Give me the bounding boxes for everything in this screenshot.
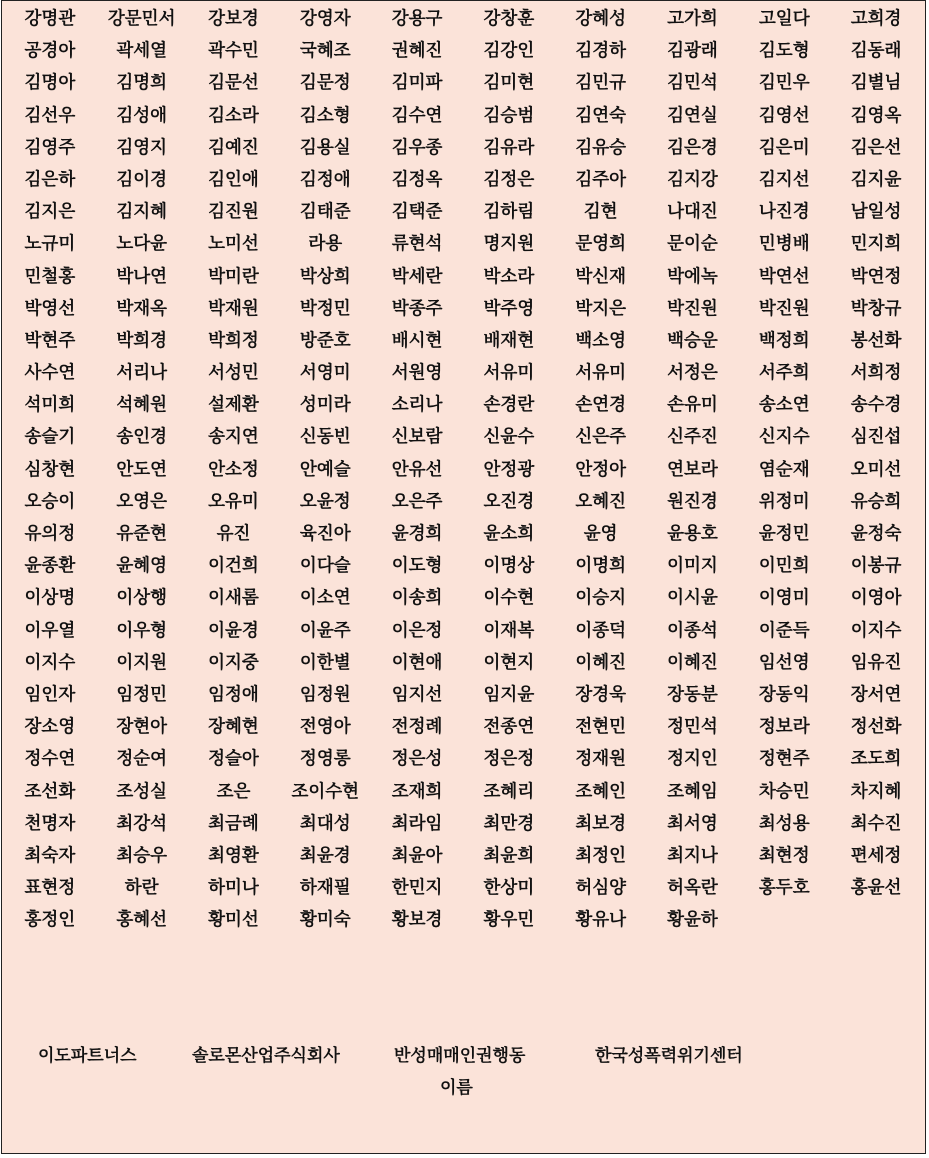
- name-cell: 김예진: [208, 137, 259, 158]
- name-cell: 김승범: [483, 105, 535, 126]
- sponsor-name: 한국성폭력위기센터: [595, 1046, 743, 1066]
- name-cell: 김영선: [758, 105, 810, 126]
- name-cell: 안정아: [575, 459, 627, 480]
- name-cell: 김태준: [299, 202, 351, 223]
- name-cell: 전영아: [299, 717, 351, 738]
- name-cell: 윤소희: [483, 524, 535, 544]
- name-cell: 백소영: [575, 330, 627, 351]
- name-cell: 조혜리: [483, 781, 535, 802]
- name-cell: 박지은: [575, 298, 627, 319]
- name-cell: 정보라: [758, 717, 810, 738]
- name-cell: 김은경: [667, 137, 718, 158]
- name-cell: 조재희: [391, 781, 443, 802]
- name-cell: 정슬아: [208, 749, 259, 770]
- name-cell: 김지은: [24, 202, 76, 223]
- name-cell: 박영선: [24, 298, 76, 319]
- name-cell: 박상희: [299, 266, 351, 287]
- name-cell: 유진: [216, 524, 251, 544]
- name-cell: 최영환: [208, 845, 259, 866]
- name-cell: 최정인: [575, 845, 627, 866]
- name-cell: 신지수: [758, 427, 810, 448]
- name-cell: 김인애: [208, 169, 259, 190]
- sponsor-name: 이도파트너스: [38, 1046, 137, 1066]
- name-cell: 서주희: [758, 363, 810, 384]
- name-cell: 조혜인: [575, 781, 627, 802]
- name-cell: 노미선: [208, 234, 259, 255]
- name-cell: 오은주: [391, 491, 443, 512]
- name-cell: 김미파: [391, 73, 443, 94]
- name-cell: 박세란: [391, 266, 443, 287]
- name-cell: 김은선: [850, 137, 902, 158]
- name-cell: 김광래: [667, 41, 718, 62]
- sponsor-name: 솔로몬산업주식회사: [192, 1046, 340, 1066]
- name-cell: 강창훈: [483, 9, 535, 29]
- name-cell: 이지원: [116, 652, 168, 673]
- name-cell: 석미희: [24, 395, 76, 416]
- name-cell: 정지인: [667, 749, 718, 770]
- name-cell: 국혜조: [299, 41, 351, 62]
- name-cell: 최지나: [667, 845, 718, 866]
- name-cell: 오윤정: [299, 491, 351, 512]
- name-cell: 이현애: [391, 652, 443, 673]
- name-list-panel: [1, 0, 926, 1154]
- name-cell: 김용실: [299, 137, 351, 158]
- name-cell: 이종석: [667, 620, 718, 641]
- name-cell: 김소형: [299, 105, 351, 126]
- name-cell: 표현정: [24, 878, 76, 899]
- name-cell: 오유미: [208, 491, 259, 512]
- name-cell: 김은미: [758, 137, 810, 158]
- name-cell: 김민우: [758, 73, 810, 94]
- name-cell: 최숙자: [24, 845, 76, 866]
- name-cell: 임정애: [208, 684, 259, 705]
- name-cell: 박희정: [208, 330, 259, 351]
- name-cell: 류현석: [391, 234, 443, 255]
- name-cell: 이미지: [667, 556, 718, 577]
- name-cell: 정재원: [575, 749, 627, 770]
- name-cell: 허심양: [575, 878, 627, 899]
- name-cell: 최수진: [850, 813, 902, 834]
- name-cell: 오승이: [24, 491, 76, 512]
- name-cell: 이명희: [575, 556, 627, 577]
- name-cell: 라용: [308, 234, 343, 255]
- name-cell: 홍혜선: [116, 910, 168, 931]
- name-cell: 박종주: [391, 298, 443, 319]
- name-cell: 장소영: [24, 717, 76, 738]
- sponsor-name-continued: 이름: [440, 1078, 473, 1098]
- name-cell: 이영미: [758, 588, 810, 609]
- name-cell: 황보경: [391, 910, 443, 931]
- name-cell: 박정민: [299, 298, 351, 319]
- name-cell: 정선화: [850, 717, 902, 738]
- name-cell: 이민희: [758, 556, 810, 577]
- name-cell: 곽수민: [208, 41, 259, 62]
- name-cell: 박연정: [850, 266, 902, 287]
- name-cell: 최보경: [575, 813, 627, 834]
- name-cell: 신주진: [667, 427, 718, 448]
- name-cell: 김지강: [667, 169, 718, 190]
- name-cell: 김진원: [208, 202, 259, 223]
- name-cell: 김지선: [758, 169, 810, 190]
- name-cell: 이영아: [850, 588, 902, 609]
- name-cell: 이다슬: [299, 556, 351, 577]
- name-cell: 홍윤선: [850, 878, 902, 899]
- name-cell: 이상행: [116, 588, 168, 609]
- name-cell: 최성용: [758, 813, 810, 834]
- name-cell: 장동익: [758, 684, 810, 705]
- name-cell: 서원영: [391, 363, 443, 384]
- name-cell: 조성실: [116, 781, 168, 802]
- name-cell: 최금례: [208, 813, 259, 834]
- name-cell: 유준현: [116, 524, 168, 544]
- name-cell: 김별님: [850, 73, 902, 94]
- name-cell: 김하림: [483, 202, 535, 223]
- name-cell: 이봉규: [850, 556, 902, 577]
- name-cell: 이혜진: [667, 652, 718, 673]
- name-cell: 고가희: [667, 9, 718, 29]
- name-cell: 전현민: [575, 717, 627, 738]
- name-cell: 문영희: [575, 234, 627, 255]
- name-cell: 허옥란: [667, 878, 718, 899]
- name-cell: 김정옥: [391, 169, 443, 190]
- name-cell: 강보경: [208, 9, 259, 29]
- name-cell: 김문선: [208, 73, 259, 94]
- name-cell: 배시현: [391, 330, 443, 351]
- name-cell: 황유나: [575, 910, 627, 931]
- name-cell: 홍두호: [758, 878, 810, 899]
- name-cell: 이은정: [391, 620, 443, 641]
- sponsor-name: 반성매매인권행동: [394, 1046, 526, 1066]
- name-cell: 전종연: [483, 717, 535, 738]
- name-cell: 편세정: [850, 845, 902, 866]
- name-cell: 나진경: [758, 202, 810, 223]
- name-cell: 정순여: [116, 749, 168, 770]
- name-cell: 정은정: [483, 749, 535, 770]
- name-cell: 오미선: [850, 459, 902, 480]
- name-cell: 윤용호: [667, 524, 718, 544]
- name-cell: 조선화: [24, 781, 76, 802]
- name-cell: 김이경: [116, 169, 168, 190]
- name-cell: 송슬기: [24, 427, 76, 448]
- name-cell: 박소라: [483, 266, 535, 287]
- name-cell: 이시윤: [667, 588, 718, 609]
- name-cell: 남일성: [850, 202, 902, 223]
- name-cell: 곽세열: [116, 41, 168, 62]
- name-cell: 노규미: [24, 234, 76, 255]
- name-cell: 배재현: [483, 330, 535, 351]
- name-cell: 최서영: [667, 813, 718, 834]
- name-cell: 이명상: [483, 556, 535, 577]
- name-cell: 윤정숙: [850, 524, 902, 544]
- name-cell: 장서연: [850, 684, 902, 705]
- name-grid: [4, 3, 922, 936]
- name-cell: 임정민: [116, 684, 168, 705]
- name-cell: 박에녹: [667, 266, 718, 287]
- name-cell: 임선영: [758, 652, 810, 673]
- name-cell: 한민지: [391, 878, 443, 899]
- sponsor-row: [2, 1036, 927, 1098]
- name-cell: 오영은: [116, 491, 168, 512]
- name-cell: 손경란: [483, 395, 535, 416]
- name-cell: 안예슬: [299, 459, 351, 480]
- name-cell: 신동빈: [299, 427, 351, 448]
- name-cell: 이지수: [24, 652, 76, 673]
- name-cell: 이윤경: [208, 620, 259, 641]
- name-cell: 김연숙: [575, 105, 627, 126]
- name-cell: 김문정: [299, 73, 351, 94]
- name-cell: 연보라: [667, 459, 718, 480]
- name-cell: 김경하: [575, 41, 627, 62]
- name-cell: 오혜진: [575, 491, 627, 512]
- name-cell: 민병배: [758, 234, 810, 255]
- name-cell: 김우종: [391, 137, 443, 158]
- name-cell: 정민석: [667, 717, 718, 738]
- name-cell: 이한별: [299, 652, 351, 673]
- name-cell: 서유미: [575, 363, 627, 384]
- name-cell: 안도연: [116, 459, 168, 480]
- name-cell: 최윤경: [299, 845, 351, 866]
- name-cell: 박연선: [758, 266, 810, 287]
- name-cell: 김유라: [483, 137, 535, 158]
- name-cell: 박재원: [208, 298, 259, 319]
- name-cell: 이우열: [24, 620, 76, 641]
- name-cell: 성미라: [299, 395, 351, 416]
- name-cell: 소리나: [391, 395, 443, 416]
- name-cell: 김정은: [483, 169, 535, 190]
- name-cell: 노다윤: [116, 234, 168, 255]
- name-cell: 김택준: [391, 202, 443, 223]
- name-cell: 박진원: [758, 298, 810, 319]
- name-cell: 김은하: [24, 169, 76, 190]
- name-cell: 강명관: [24, 9, 76, 29]
- name-cell: 강문민서: [107, 9, 176, 29]
- name-cell: 하란: [124, 878, 159, 899]
- name-cell: 안소정: [208, 459, 259, 480]
- name-cell: 방준호: [299, 330, 351, 351]
- name-cell: 최윤희: [483, 845, 535, 866]
- name-cell: 이도형: [391, 556, 443, 577]
- name-cell: 하미나: [208, 878, 259, 899]
- name-cell: 김현: [583, 202, 618, 223]
- name-cell: 임정원: [299, 684, 351, 705]
- name-cell: 박주영: [483, 298, 535, 319]
- name-cell: 염순재: [758, 459, 810, 480]
- name-cell: 조이수현: [291, 781, 360, 802]
- name-cell: 임지윤: [483, 684, 535, 705]
- name-cell: 홍정인: [24, 910, 76, 931]
- name-cell: 박희경: [116, 330, 168, 351]
- name-cell: 서영미: [299, 363, 351, 384]
- name-cell: 송소연: [758, 395, 810, 416]
- name-cell: 장동분: [667, 684, 718, 705]
- name-cell: 김명희: [116, 73, 168, 94]
- name-cell: 석혜원: [116, 395, 168, 416]
- name-cell: 박신재: [575, 266, 627, 287]
- name-cell: 최강석: [116, 813, 168, 834]
- name-cell: 서유미: [483, 363, 535, 384]
- name-cell: 최대성: [299, 813, 351, 834]
- name-cell: 사수연: [24, 363, 76, 384]
- name-cell: 정현주: [758, 749, 810, 770]
- name-cell: 명지원: [483, 234, 535, 255]
- name-cell: 김연실: [667, 105, 718, 126]
- name-cell: 차지혜: [850, 781, 902, 802]
- name-cell: 이현지: [483, 652, 535, 673]
- name-cell: 윤종환: [24, 556, 76, 577]
- name-cell: 윤영: [583, 524, 618, 544]
- name-cell: 김영옥: [850, 105, 902, 126]
- name-cell: 유승희: [850, 491, 902, 512]
- name-cell: 박나연: [116, 266, 168, 287]
- name-cell: 천명자: [24, 813, 76, 834]
- name-cell: 조도희: [850, 749, 902, 770]
- name-cell: 오진경: [483, 491, 535, 512]
- name-cell: 서리나: [116, 363, 168, 384]
- name-cell: 문이순: [667, 234, 718, 255]
- name-cell: 황미숙: [299, 910, 351, 931]
- name-cell: 김강인: [483, 41, 535, 62]
- name-cell: 이윤주: [299, 620, 351, 641]
- name-cell: 전정례: [391, 717, 443, 738]
- name-cell: 이지수: [850, 620, 902, 641]
- name-cell: 김동래: [850, 41, 902, 62]
- name-cell: 김지윤: [850, 169, 902, 190]
- name-cell: 김정애: [299, 169, 351, 190]
- name-cell: 이소연: [299, 588, 351, 609]
- name-cell: 나대진: [667, 202, 718, 223]
- name-cell: 이새롬: [208, 588, 259, 609]
- name-cell: 공경아: [24, 41, 76, 62]
- name-cell: 김주아: [575, 169, 627, 190]
- name-cell: 이종덕: [575, 620, 627, 641]
- name-cell: 손연경: [575, 395, 627, 416]
- name-cell: 김영지: [116, 137, 168, 158]
- name-cell: 이수현: [483, 588, 535, 609]
- name-cell: 박창규: [850, 298, 902, 319]
- name-cell: 육진아: [299, 524, 351, 544]
- name-cell: 신보람: [391, 427, 443, 448]
- name-cell: 윤혜영: [116, 556, 168, 577]
- name-cell: 이지중: [208, 652, 259, 673]
- name-cell: 이혜진: [575, 652, 627, 673]
- name-cell: 윤정민: [758, 524, 810, 544]
- name-cell: 강용구: [391, 9, 443, 29]
- name-cell: 신윤수: [483, 427, 535, 448]
- name-cell: 임지선: [391, 684, 443, 705]
- name-cell: 김유승: [575, 137, 627, 158]
- name-cell: 이승지: [575, 588, 627, 609]
- name-cell: 최라임: [391, 813, 443, 834]
- name-cell: 최만경: [483, 813, 535, 834]
- name-cell: 손유미: [667, 395, 718, 416]
- name-cell: 황우민: [483, 910, 535, 931]
- name-cell: 고희경: [850, 9, 902, 29]
- name-cell: 강혜성: [575, 9, 627, 29]
- name-cell: 백승운: [667, 330, 718, 351]
- name-cell: 윤경희: [391, 524, 443, 544]
- name-cell: 이준득: [758, 620, 810, 641]
- name-cell: 강영자: [299, 9, 351, 29]
- name-cell: 김명아: [24, 73, 76, 94]
- name-cell: 이송희: [391, 588, 443, 609]
- name-cell: 김수연: [391, 105, 443, 126]
- name-cell: 하재필: [299, 878, 351, 899]
- name-cell: 장혜현: [208, 717, 259, 738]
- name-cell: 차승민: [758, 781, 810, 802]
- name-cell: 최승우: [116, 845, 168, 866]
- name-cell: 심창현: [24, 459, 76, 480]
- name-cell: 신은주: [575, 427, 627, 448]
- name-cell: 서희정: [850, 363, 902, 384]
- name-cell: 황미선: [208, 910, 259, 931]
- name-cell: 김성애: [116, 105, 168, 126]
- name-cell: 이우형: [116, 620, 168, 641]
- name-cell: 권혜진: [391, 41, 443, 62]
- name-cell: 이건희: [208, 556, 259, 577]
- name-cell: 서정은: [667, 363, 718, 384]
- name-cell: 박재옥: [116, 298, 168, 319]
- name-cell: 김도형: [758, 41, 810, 62]
- name-cell: 민철홍: [24, 266, 76, 287]
- name-cell: 정수연: [24, 749, 76, 770]
- name-cell: 위정미: [758, 491, 810, 512]
- name-cell: 심진섭: [850, 427, 902, 448]
- name-cell: 김미현: [483, 73, 535, 94]
- name-cell: 서성민: [208, 363, 259, 384]
- name-cell: 김지혜: [116, 202, 168, 223]
- name-cell: 임유진: [850, 652, 902, 673]
- name-cell: 장현아: [116, 717, 168, 738]
- name-cell: 김민규: [575, 73, 627, 94]
- name-cell: 고일다: [758, 9, 810, 29]
- name-cell: 송지연: [208, 427, 259, 448]
- name-cell: 김소라: [208, 105, 259, 126]
- name-cell: 한상미: [483, 878, 535, 899]
- name-cell: 유의정: [24, 524, 76, 544]
- name-cell: 이상명: [24, 588, 76, 609]
- name-cell: 안정광: [483, 459, 535, 480]
- name-cell: 봉선화: [850, 330, 902, 351]
- name-cell: 백정희: [758, 330, 810, 351]
- name-cell: 원진경: [667, 491, 718, 512]
- name-cell: 민지희: [850, 234, 902, 255]
- name-cell: 안유선: [391, 459, 443, 480]
- name-cell: 박진원: [667, 298, 718, 319]
- name-cell: 최윤아: [391, 845, 443, 866]
- name-cell: 박미란: [208, 266, 259, 287]
- name-cell: 조은: [216, 781, 251, 802]
- name-cell: 박현주: [24, 330, 76, 351]
- name-cell: 장경욱: [575, 684, 627, 705]
- name-cell: 설제환: [208, 395, 259, 416]
- name-cell: 김영주: [24, 137, 76, 158]
- name-cell: 김선우: [24, 105, 76, 126]
- name-cell: 송인경: [116, 427, 168, 448]
- name-cell: 김민석: [667, 73, 718, 94]
- name-cell: 임인자: [24, 684, 76, 705]
- name-cell: 송수경: [850, 395, 902, 416]
- name-cell: 황윤하: [667, 910, 718, 931]
- name-cell: 정은성: [391, 749, 443, 770]
- name-cell: 이재복: [483, 620, 535, 641]
- name-cell: 정영롱: [299, 749, 351, 770]
- name-cell: 조혜임: [667, 781, 718, 802]
- name-cell: 최현정: [758, 845, 810, 866]
